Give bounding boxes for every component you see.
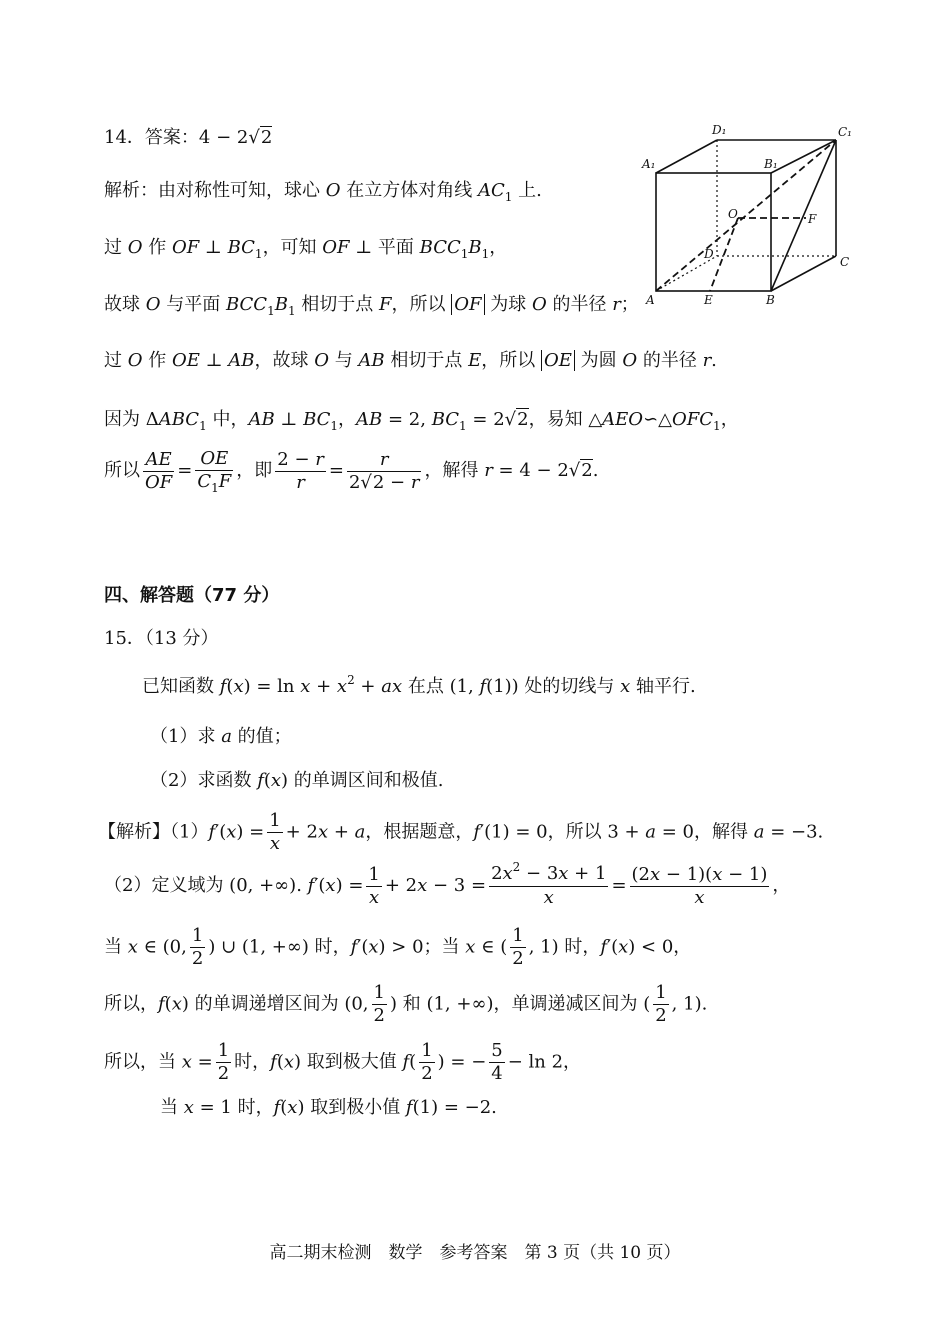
q15-problem: 已知函数 $f(x) = \ln x + x^2$ + ax 在点 (1, f(1)) 处的切线与 x 轴平行.: [142, 673, 696, 697]
label-E: E: [704, 293, 713, 307]
q14-answer: 14．答案：4 − 2√2: [104, 127, 273, 148]
segment-BC1: [771, 140, 836, 291]
q15-solution-line-4: 所以，f(x) 的单调递增区间为 (0, $\frac{1}{2}$ ) 和 (1, +∞)，单调递减区间为 ( $\frac{1}{2}$ , 1).: [104, 982, 708, 1026]
q14-answer-label: 14．答案：: [104, 127, 199, 148]
q15-solution-line-1: 【解析】（1）f′(x) = $\frac{1}{x}$ + 2x + a，根据题意，f′(1) = 0，所以 3 + a = 0，解得 a = −3.: [98, 810, 824, 854]
section-title: 四、解答题（77 分）: [104, 585, 280, 606]
q15-header: 15．（13 分）: [104, 628, 219, 649]
cube-figure: [636, 118, 856, 313]
q14-analysis-line-6: 所以 $\frac{AE}{OF}$ = $\frac{OE}{C_1F}$ ，即 $\frac{2 - r}{r}$ = $\frac{r}{2√2 - r}$ ，解得 r = 4 − 2√2.: [104, 448, 599, 495]
cube-edge-A1D1: [656, 140, 717, 173]
q15-solution-line-6: 当 x = 1 时，f(x) 取到极小值 f(1) = −2.: [160, 1097, 497, 1118]
label-B: B: [766, 293, 775, 307]
cube-edge-CB: [771, 256, 836, 291]
q15-part1: （1）求 a 的值；: [150, 726, 292, 747]
q15-solution-line-3: 当 x ∈ (0, $\frac{1}{2}$ ) ∪ (1, +∞) 时，f′(x) > 0；当 x ∈ ( $\frac{1}{2}$ , 1) 时，f′(x) < 0，: [104, 925, 692, 969]
label-C1: C₁: [838, 125, 852, 139]
q14-analysis-line-2: 过 O 作 OF ⊥ $BC_1$，可知 OF ⊥ 平面 $BCC_1B_1$，: [104, 237, 508, 261]
page-footer: 高二期末检测 数学 参考答案 第 3 页（共 10 页）: [269, 1243, 681, 1263]
label-D: D: [704, 247, 714, 261]
q15-solution-line-2: （2）定义域为 (0, +∞). f′(x) = $\frac{1}{x}$ + 2x − 3 = $\frac{2x^2 - 3x + 1}{x}$ = $\frac{(2x - 1)(x - 1)}{x}$ ，: [104, 860, 791, 908]
label-B1: B₁: [764, 157, 778, 171]
label-A1: A₁: [642, 157, 656, 171]
q14-analysis-line-1: 解析：由对称性可知，球心 O 在立方体对角线 $AC_1$ 上.: [104, 180, 542, 204]
q14-analysis-line-4: 过 O 作 OE ⊥ AB，故球 O 与 AB 相切于点 E，所以 OE 为圆 O 的半径 r.: [104, 350, 717, 371]
label-F: F: [808, 212, 817, 226]
label-D1: D₁: [712, 123, 727, 137]
q14-analysis-line-5: 因为 $\Delta ABC_1$ 中，AB ⊥ $BC_1$，AB = 2, $BC_1 = 2√2$，易知 $\triangle AEO∽\triangle OFC_1$，: [104, 409, 739, 433]
q15-part2: （2）求函数 f(x) 的单调区间和极值.: [150, 770, 444, 791]
label-A: A: [646, 293, 655, 307]
segment-OE: [710, 218, 738, 291]
q15-solution-line-5: 所以，当 x = $\frac{1}{2}$ 时，f(x) 取到极大值 f( $\frac{1}{2}$ ) = − $\frac{5}{4}$ − ln 2，: [104, 1040, 582, 1084]
label-O: O: [728, 207, 738, 221]
label-C: C: [840, 255, 850, 269]
q14-analysis-line-3: 故球 O 与平面 $BCC_1B_1$ 相切于点 F，所以 OF 为球 O 的半径 r；: [104, 294, 639, 318]
cube-hidden-edge-AD: [656, 256, 717, 291]
cube-front-face: [656, 173, 771, 291]
